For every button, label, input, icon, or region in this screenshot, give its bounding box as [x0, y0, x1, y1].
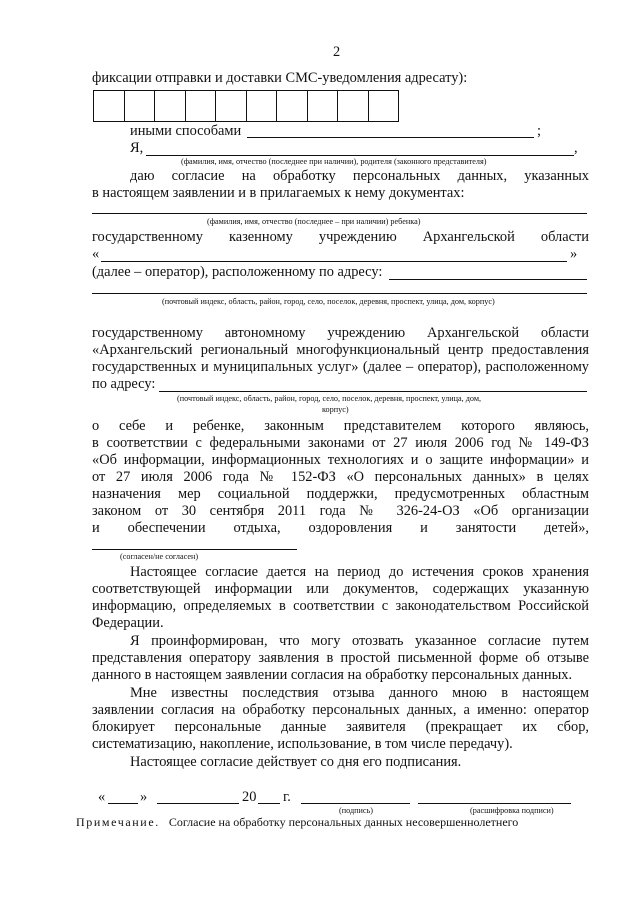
law-line-2: в соответствии с федеральными законами от 27 июля 2006 год № 149-ФЗ	[92, 435, 589, 451]
date-quote-open: «	[98, 789, 106, 805]
date-day-field[interactable]	[108, 803, 138, 804]
sms-cell[interactable]	[247, 90, 278, 122]
date-year-field[interactable]	[258, 803, 280, 804]
sms-cell[interactable]	[94, 90, 125, 122]
mfc-address-caption-b: корпус)	[322, 405, 349, 414]
sms-code-cells	[93, 90, 399, 122]
note-line	[76, 815, 518, 829]
law-line-3: «Об информации, информационных технологиях и о защите информации» и	[92, 452, 589, 468]
child-name-field[interactable]	[92, 213, 587, 214]
mfc-line-4: по адресу:	[92, 376, 156, 392]
parent-name-caption: (фамилия, имя, отчество (последнее при наличии), родителя (законного представителя)	[181, 157, 487, 166]
operator-address-field-1[interactable]	[389, 279, 587, 280]
sms-cell[interactable]	[155, 90, 186, 122]
sms-cell[interactable]	[216, 90, 247, 122]
valid-line: Настоящее согласие действует со дня его подписания.	[130, 754, 462, 770]
law-line-6: законом от 30 сентября 2011 года № 326-24-ОЗ «Об организации	[92, 503, 589, 519]
decoding-field[interactable]	[418, 803, 571, 804]
law-line-4: от 27 июля 2006 года № 152-ФЗ «О персональных данных» в целях	[92, 469, 589, 485]
quote-close: »	[570, 246, 578, 262]
other-ways-field[interactable]	[247, 137, 534, 138]
page-number: 2	[333, 44, 341, 60]
date-month-field[interactable]	[157, 803, 239, 804]
consent-line-1: даю согласие на обработку персональных данных, указанных	[130, 168, 589, 184]
mfc-address-caption-a: (почтовый индекс, область, район, город, село, поселок, деревня, проспект, улица, дом,	[177, 394, 482, 403]
period-line-3: информацию, определяемых в соответствии с законодательством Российской	[92, 598, 589, 614]
sms-line: фиксации отправки и доставки СМС-уведомления адресату):	[92, 70, 468, 86]
consequences-line-2: заявлении согласия на обработку персональных данных, а именно: оператор	[92, 702, 589, 718]
mfc-line-1: государственному автономному учреждению Архангельской области	[92, 325, 589, 341]
mfc-line-2: «Архангельский региональный многофункциональный центр предоставления	[92, 342, 589, 358]
law-line-7: и обеспечении отдыха, оздоровления и занятости детей»,	[92, 520, 589, 536]
institution-name-field[interactable]	[101, 261, 567, 262]
quote-open: «	[92, 246, 100, 262]
gov-institution-line: государственному казенному учреждению Архангельской области	[92, 229, 589, 245]
consent-line-2: в настоящем заявлении и в прилагаемых к нему документах:	[92, 185, 465, 201]
other-ways-label: иными способами	[130, 123, 242, 139]
operator-address-label: (далее – оператор), расположенному по адресу:	[92, 264, 383, 280]
signature-field[interactable]	[301, 803, 410, 804]
consequences-line-3: блокирует персональные данные заявителя (прекращает их сбор,	[92, 719, 589, 735]
period-line-1: Настоящее согласие дается на период до истечения сроков хранения	[130, 564, 589, 580]
ya-end: ,	[574, 140, 578, 156]
signature-caption: (подпись)	[339, 806, 373, 815]
address-caption: (почтовый индекс, область, район, город, село, поселок, деревня, проспект, улица, дом, корпус)	[162, 297, 495, 306]
agree-field[interactable]	[92, 549, 297, 550]
revoke-line-3: данного в настоящем заявлении согласия на обработку персональных данных.	[92, 667, 573, 683]
sms-cell[interactable]	[338, 90, 369, 122]
law-line-5: назначения мер социальной поддержки, предусмотренных областным	[92, 486, 589, 502]
other-ways-end: ;	[537, 123, 541, 139]
child-name-caption: (фамилия, имя, отчество (последнее – при наличии) ребенка)	[207, 217, 421, 226]
year-prefix: 20	[242, 789, 257, 805]
date-quote-close: »	[140, 789, 148, 805]
decoding-caption: (расшифровка подписи)	[470, 806, 554, 815]
mfc-address-field[interactable]	[159, 391, 587, 392]
sms-cell[interactable]	[308, 90, 339, 122]
revoke-line-2: представления оператору заявления в простой письменной форме об отзыве	[92, 650, 589, 666]
parent-name-field[interactable]	[146, 155, 574, 156]
agree-caption: (согласен/не согласен)	[120, 552, 199, 561]
sms-cell[interactable]	[277, 90, 308, 122]
period-line-2: соответствующей информации или документов, содержащих указанную	[92, 581, 589, 597]
sms-cell[interactable]	[125, 90, 156, 122]
law-line-1: о себе и ребенке, законным представителем которого являюсь,	[92, 418, 589, 434]
period-line-4: Федерации.	[92, 615, 164, 631]
note-label: Примечание.	[76, 815, 160, 829]
ya-label: Я,	[130, 140, 144, 156]
note-text: Согласие на обработку персональных данных несовершеннолетнего	[168, 815, 519, 829]
revoke-line-1: Я проинформирован, что могу отозвать указанное согласие путем	[130, 633, 589, 649]
consequences-line-4: систематизацию, накопление, использование, в том числе передачу).	[92, 736, 513, 752]
sms-cell[interactable]	[369, 90, 400, 122]
operator-address-field-2[interactable]	[92, 293, 587, 294]
consequences-line-1: Мне известны последствия отзыва данного мною в настоящем	[130, 685, 589, 701]
year-suffix: г.	[283, 789, 291, 805]
sms-cell[interactable]	[186, 90, 217, 122]
mfc-line-3: государственных и муниципальных услуг» (далее – оператор), расположенному	[92, 359, 589, 375]
